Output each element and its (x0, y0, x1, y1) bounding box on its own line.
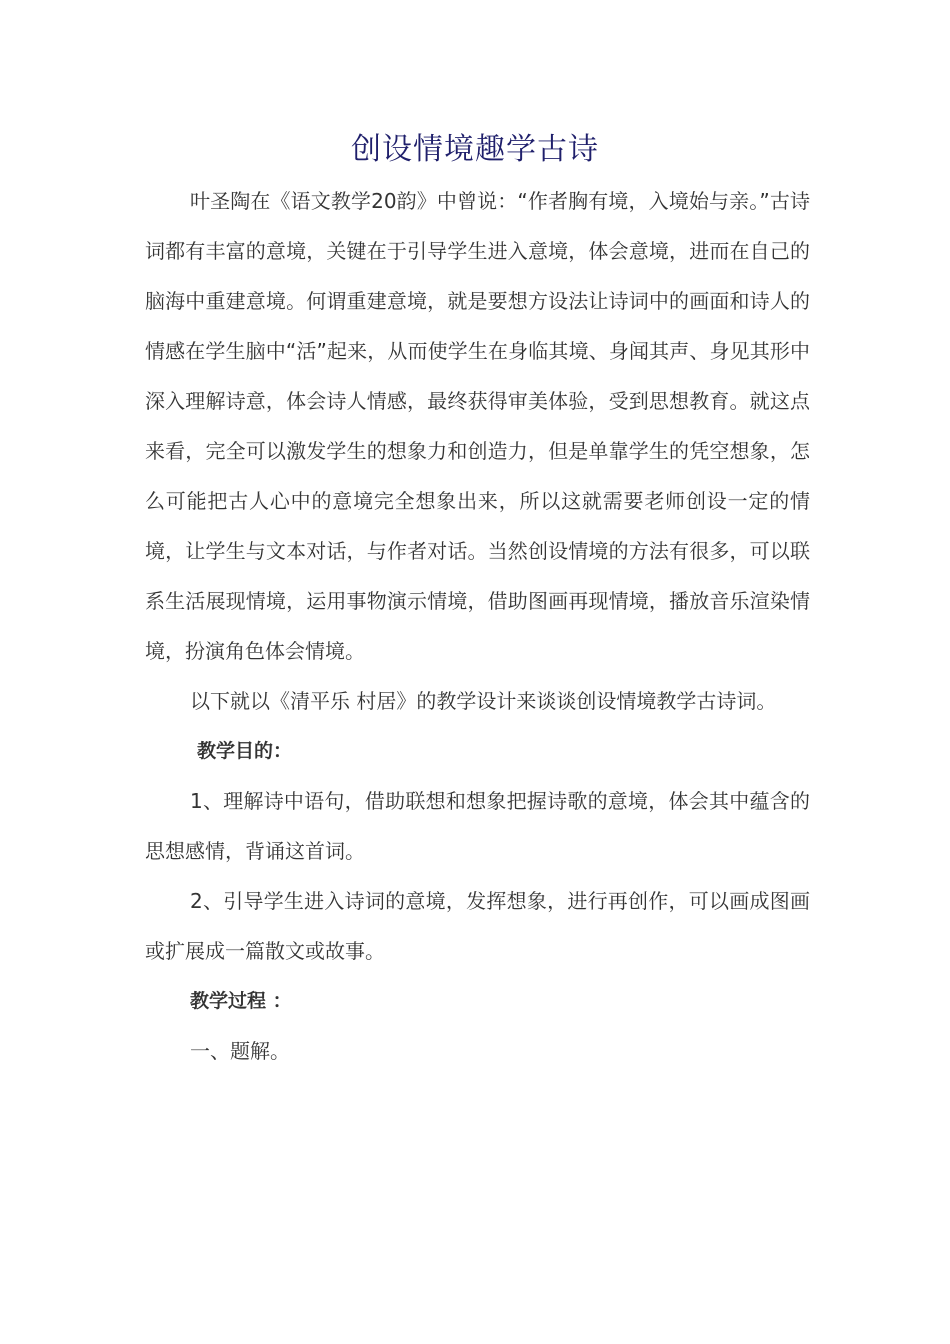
goal-item-1: 1、理解诗中语句，借助联想和想象把握诗歌的意境，体会其中蕴含的思想感情，背诵这首词。 (145, 789, 810, 863)
transition-paragraph: 以下就以《清平乐 村居》的教学设计来谈谈创设情境教学古诗词。 (190, 689, 777, 713)
intro-paragraph: 叶圣陶在《语文教学20韵》中曾说：“作者胸有境，入境始与亲。”古诗词都有丰富的意境，关键在于引导学生进入意境，体会意境，进而在自己的脑海中重建意境。何谓重建意境，就是要想方设法让诗词中的画面和诗人的情感在学生脑中“活”起来，从而使学生在身临其境、身闻其声、身见其形中深入理解诗意，体会诗人情感，最终获得审美体验，受到思想教育。就这点来看，完全可以激发学生的想象力和创造力，但是单靠学生的凭空想象，怎么可能把古人心中的意境完全想象出来，所以这就需要老师创设一定的情境，让学生与文本对话，与作者对话。当然创设情境的方法有很多，可以联系生活展现情境，运用事物演示情境，借助图画再现情境，播放音乐渲染情境，扮演角色体会情境。 (145, 189, 810, 663)
goals-heading: 教学目的： (197, 740, 293, 762)
process-heading: 教学过程 ： (190, 990, 292, 1012)
process-item-1: 一、题解。 (190, 1039, 290, 1063)
document-title: 创设情境趣学古诗 (351, 132, 599, 167)
document-body (145, 176, 810, 1076)
goal-item-2: 2、引导学生进入诗词的意境，发挥想象，进行再创作，可以画成图画或扩展成一篇散文或故事。 (145, 889, 810, 963)
